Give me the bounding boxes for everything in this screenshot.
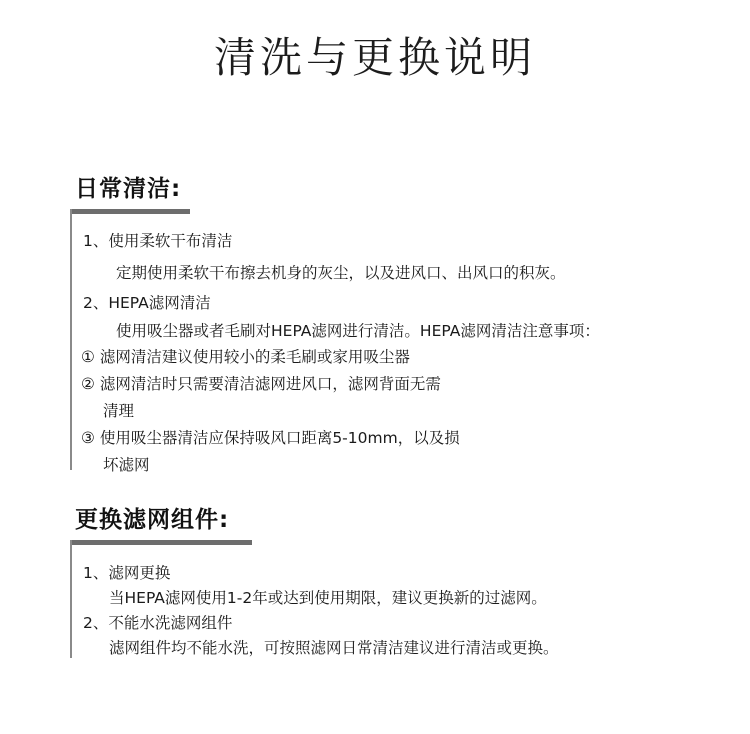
page-title: 清洗与更换说明 [213,33,536,82]
section-side-rule [70,540,72,658]
section-heading-replace-filter: 更换滤网组件: [75,507,230,533]
section-side-rule [70,209,72,470]
section-heading-daily-cleaning: 日常清洁: [75,176,182,202]
list-item: 2、不能水洗滤网组件 [83,614,233,632]
list-item: 清理 [103,402,135,420]
list-item: 坏滤网 [103,456,150,474]
list-item: 1、滤网更换 [83,564,171,582]
list-item: ① 滤网清洁建议使用较小的柔毛刷或家用吸尘器 [81,348,410,366]
list-item: 2、HEPA滤网清洁 [83,294,211,312]
list-item: 1、使用柔软干布清洁 [83,232,233,250]
list-item: 定期使用柔软干布擦去机身的灰尘，以及进风口、出风口的积灰。 [116,264,566,282]
list-item: 使用吸尘器或者毛刷对HEPA滤网进行清洁。HEPA滤网清洁注意事项： [116,322,600,340]
list-item: 滤网组件均不能水洗，可按照滤网日常清洁建议进行清洁或更换。 [109,639,559,657]
list-item: 当HEPA滤网使用1-2年或达到使用期限，建议更换新的过滤网。 [109,589,547,607]
list-item: ② 滤网清洁时只需要清洁滤网进风口，滤网背面无需 [81,375,441,393]
heading-underline [70,209,190,214]
heading-underline [70,540,252,545]
list-item: ③ 使用吸尘器清洁应保持吸风口距离5-10mm，以及损 [81,429,460,447]
